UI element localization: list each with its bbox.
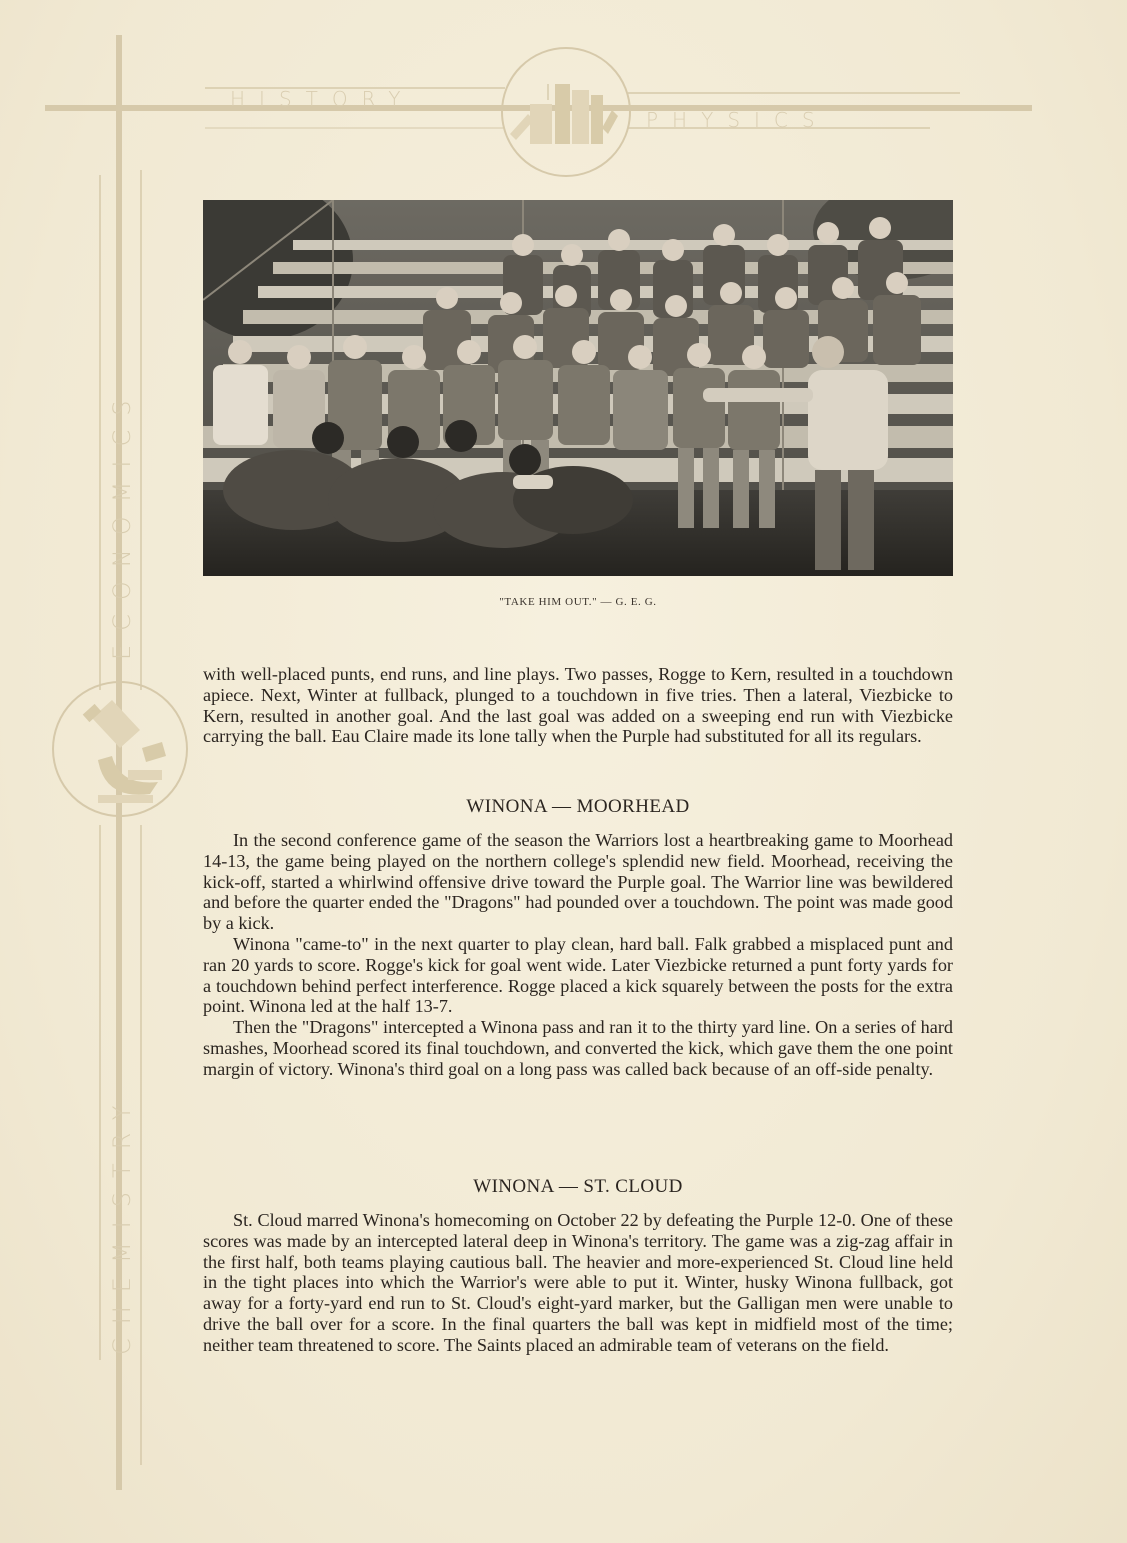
header-right-label: PHYSICS — [646, 108, 829, 132]
header-left-label: HISTORY — [230, 87, 415, 111]
paragraph: In the second conference game of the season the Warriors lost a heartbreaking game to Moorhead 14-13, the game being played on the northern college's splendid new field. Moorhead, receiving the kick-off, started a whirlwind offensive drive toward the Purple goal. The Warrior line was bewildered and before the quarter ended the "Dragons" had pounded over a touchdown. The point was made good by a kick. — [203, 830, 953, 934]
section-body-st-cloud — [203, 1210, 953, 1356]
sidebar-upper-label: ECONOMICS — [108, 386, 136, 660]
paragraph: Then the "Dragons" intercepted a Winona pass and ran it to the thirty yard line. On a series of hard smashes, Moorhead scored its final touchdown, and converted the kick, which gave them the one point margin of victory. Winona's third goal on a long pass was called back because of an off-side penalty. — [203, 1017, 953, 1079]
sidebar-lower-label: CHEMISTRY — [108, 1091, 136, 1355]
section-heading-moorhead: WINONA — MOORHEAD — [466, 796, 690, 817]
paragraph: St. Cloud marred Winona's homecoming on October 22 by defeating the Purple 12-0. One of these scores was made by an intercepted lateral deep in Winona's territory. The game was a zig-zag affair in the first half, both teams playing cautious ball. The heavier and more-experienced St. Cloud line held in the tight places into which the Warrior's were able to put it. Winter, husky Winona fullback, got away for a forty-yard end run to St. Cloud's eight-yard marker, but the Galligan men were unable to drive the ball over for a score. In the final quarters the ball was kept in midfield most of the time; neither team threatened to score. The Saints placed an admirable team of veterans on the field. — [203, 1210, 953, 1355]
books-emblem-icon — [502, 48, 630, 176]
photo-caption: "TAKE HIM OUT." — G. E. G. — [499, 596, 657, 608]
team-photograph — [203, 200, 953, 576]
section-heading-st-cloud: WINONA — ST. CLOUD — [473, 1176, 683, 1197]
paragraph: Winona "came-to" in the next quarter to play clean, hard ball. Falk grabbed a misplaced punt and ran 20 yards to score. Rogge's kick for goal went wide. Later Viezbicke returned a punt forty yards for a touchdown behind perfect interference. Rogge placed a kick squarely between the posts for the extra point. Winona led at the half 13-7. — [203, 933, 953, 1017]
intro-paragraph: with well-placed punts, end runs, and line plays. Two passes, Rogge to Kern, resulted in a touchdown apiece. Next, Winter at fullback, plunged to a touchdown in five tries. Then a lateral, Viezbicke to Kern, resulted in another goal. And the last goal was added on a sweeping end run with Viezbicke carrying the ball. Eau Claire made its lone tally when the Purple had substituted for all its regulars. — [203, 664, 953, 747]
intro-text-block — [203, 664, 953, 747]
section-body-moorhead — [203, 830, 953, 1080]
